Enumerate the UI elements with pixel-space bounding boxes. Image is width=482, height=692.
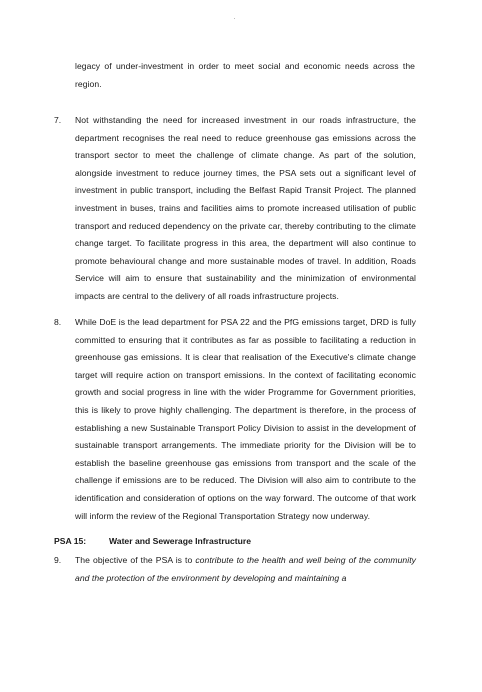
paragraph-7: Not withstanding the need for increased investment in our roads infrastructure, the department recognises the real need to reduce greenhouse gas emissions across the transport sector to meet the challenge of climate change. As part of the solution, alongside investment to reduce journey times, the PSA sets out a significant level of investment in public transport, including the Belfast Rapid Transit Project. The planned investment in buses, trains and facilities aims to promote increased utilisation of public transport and reduced dependency on the private car, thereby contributing to the climate change target. To facilitate progress in this area, the department will also continue to promote behavioural change and more sustainable modes of travel. In addition, Roads Service will aim to ensure that sustainability and the minimization of environmental impacts are central to the delivery of all roads infrastructure projects.: [75, 115, 416, 301]
paragraph-9: [75, 552, 416, 587]
section-code: PSA 15:: [54, 536, 87, 546]
paragraph-9-emphasis: contribute to the health and well being of the community and the protection of the environment by developing and maintaining a: [75, 555, 416, 583]
paragraph-8: While DoE is the lead department for PSA 22 and the PfG emissions target, DRD is fully committed to ensuring that it contributes as far as possible to facilitating a reduction in greenhouse gas emissions. It is clear that realisation of the Executive's climate change target will require action on transport emissions. In the context of facilitating economic growth and social progress in line with the wider Programme for Government priorities, this is likely to prove highly challenging. The department is therefore, in the process of establishing a new Sustainable Transport Policy Division to assist in the development of sustainable transport arrangements. The immediate priority for the Division will be to establish the baseline greenhouse gas emissions from transport and the scale of the challenge if emissions are to be reduced. The Division will also aim to contribute to the identification and consideration of options on the way forward. The outcome of that work will inform the review of the Regional Transportation Strategy now underway.: [75, 317, 416, 521]
paragraph-number-9: 9.: [54, 555, 62, 565]
paragraph-number-8: 8.: [54, 317, 62, 327]
paragraph-number-7: 7.: [54, 115, 62, 125]
continuation-paragraph: legacy of under-investment in order to meet social and economic needs across the region.: [75, 61, 415, 89]
scan-speck: [234, 18, 235, 19]
section-heading: [54, 533, 251, 551]
paragraph-9-lead: The objective of the PSA is to: [75, 555, 196, 565]
section-title: Water and Sewerage Infrastructure: [109, 536, 251, 546]
